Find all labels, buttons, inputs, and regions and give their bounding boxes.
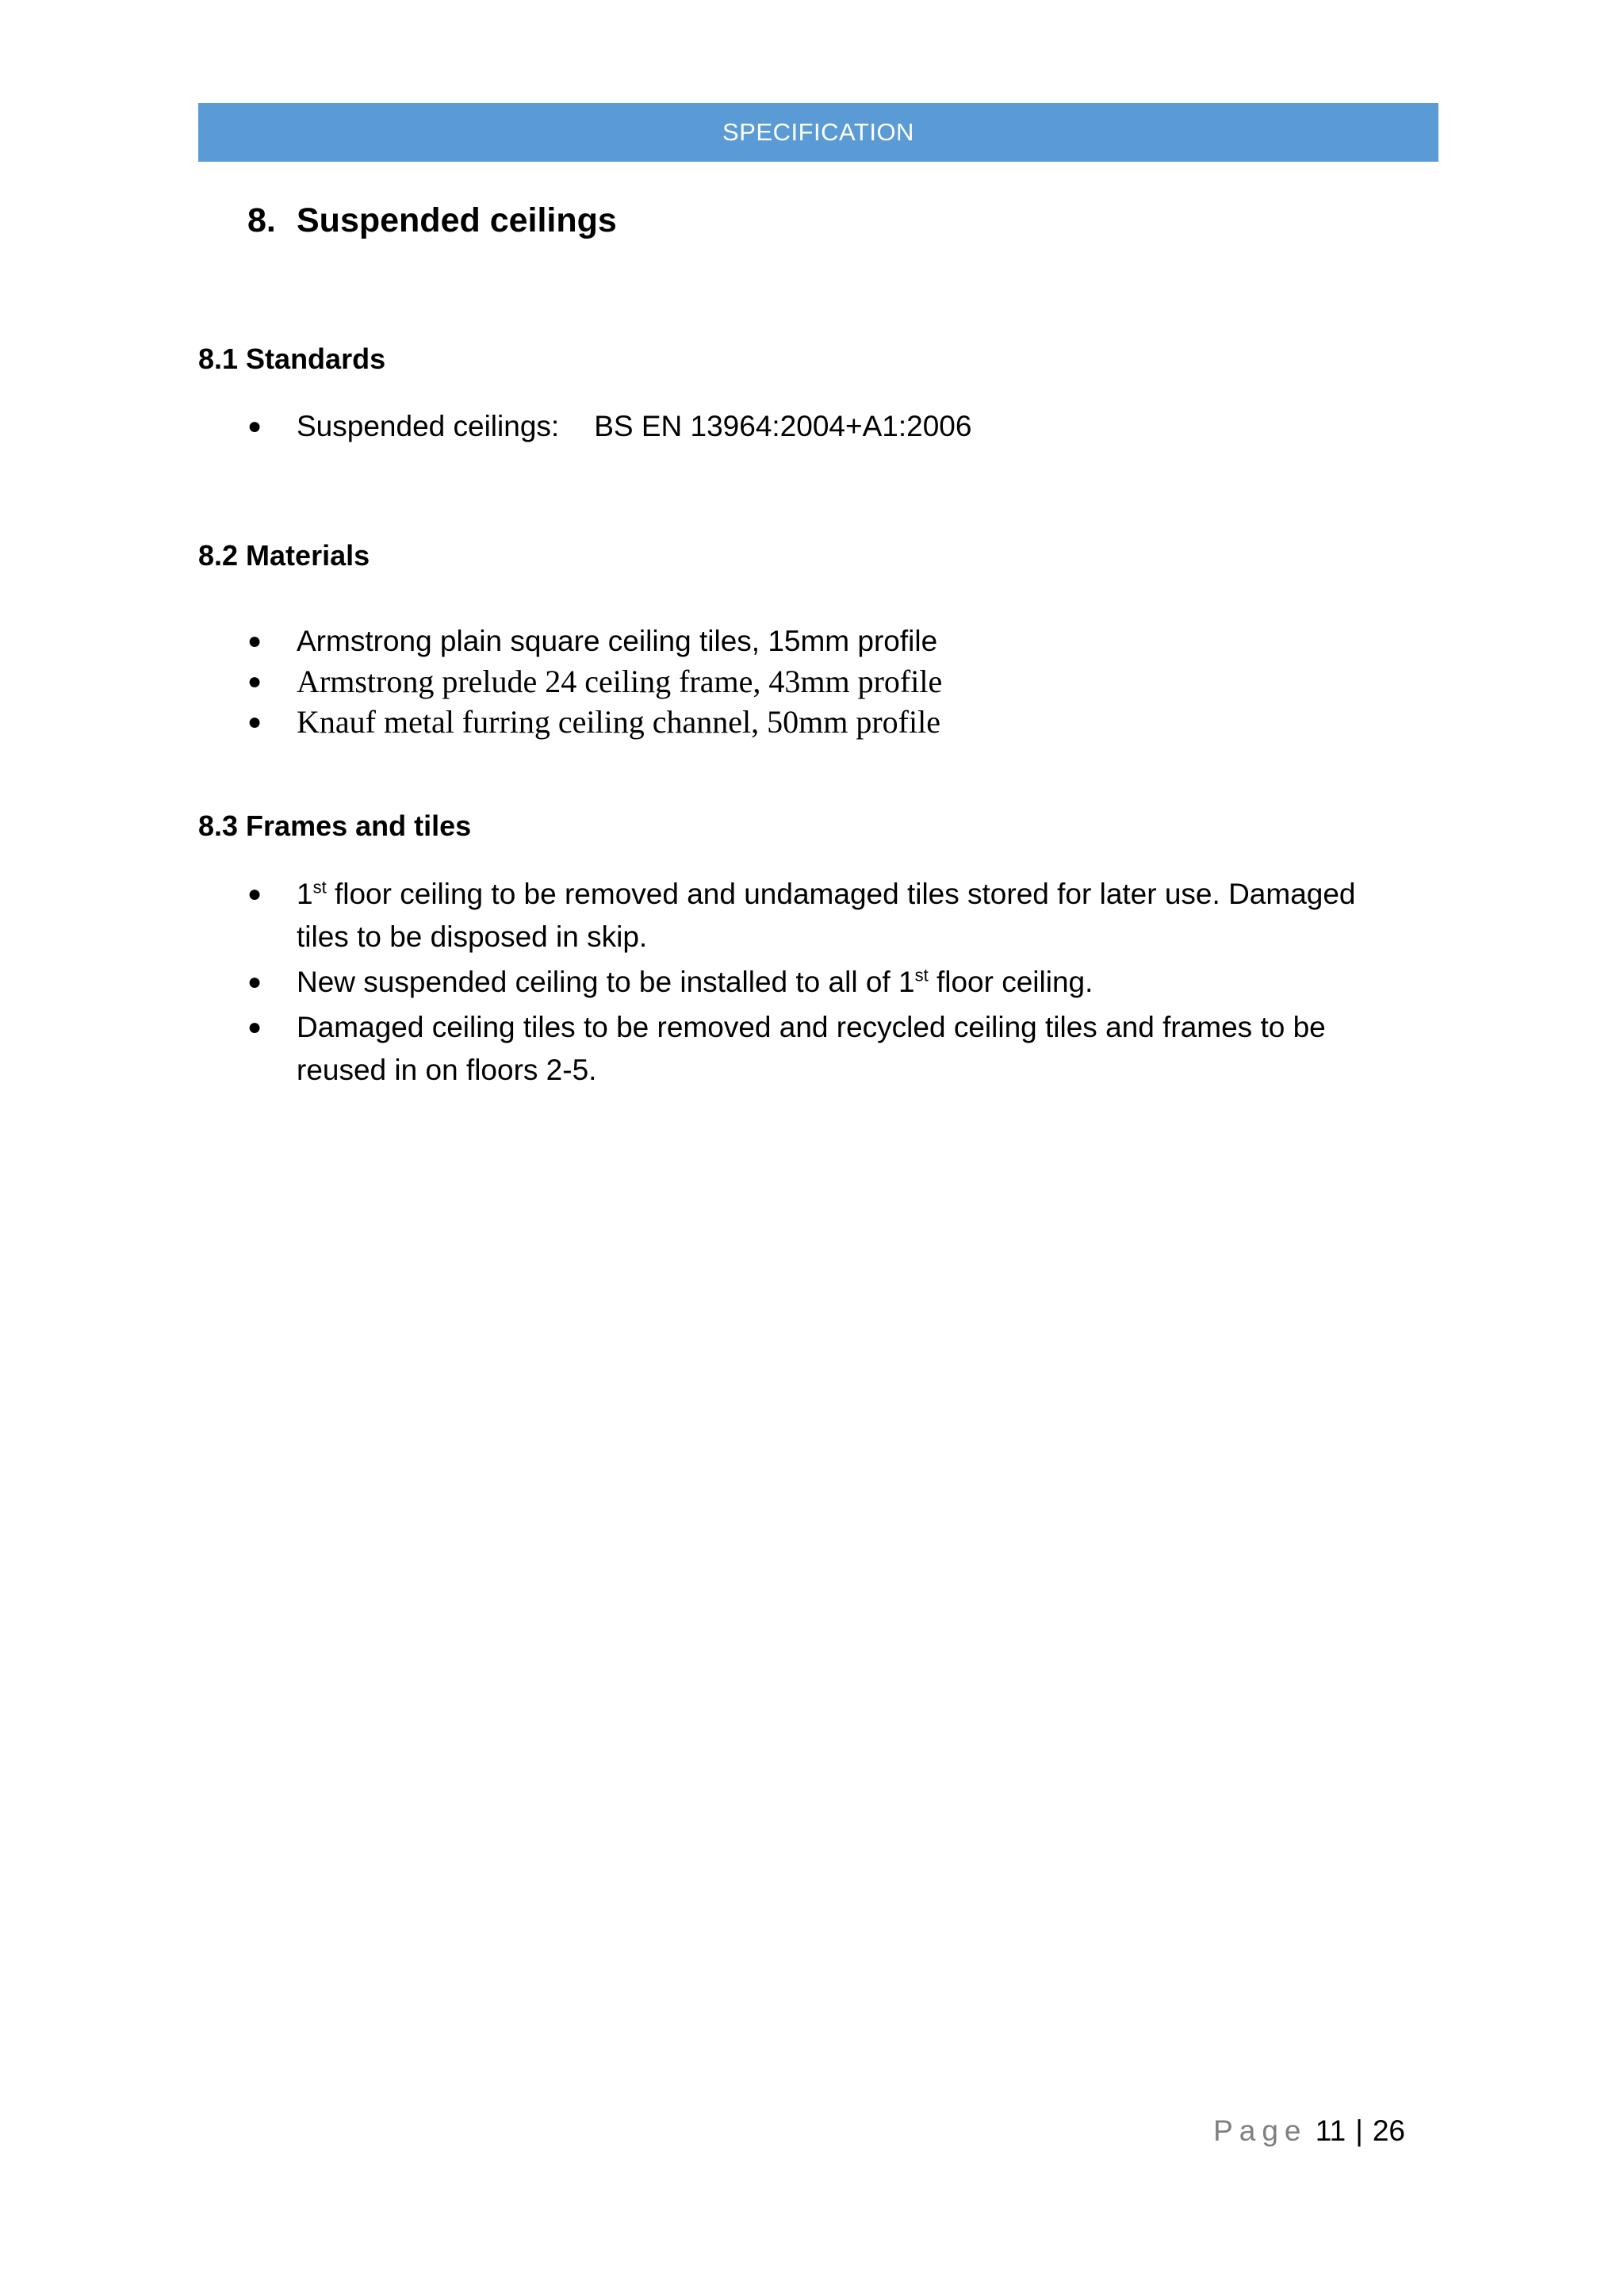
- page-word: Page: [1213, 2114, 1308, 2147]
- header-title: SPECIFICATION: [722, 118, 914, 146]
- item-text: floor ceiling.: [928, 966, 1094, 998]
- frames-tiles-item: [247, 961, 1437, 1004]
- materials-item: [247, 660, 1437, 703]
- materials-item-text: Armstrong plain square ceiling tiles, 15mm profile: [297, 625, 938, 657]
- page-footer: [1213, 2114, 1405, 2148]
- frames-tiles-item: [247, 873, 1437, 959]
- bullet-icon: ●: [247, 628, 262, 654]
- section-title: [247, 201, 617, 240]
- frames-tiles-heading: 8.3 Frames and tiles: [198, 809, 472, 842]
- total-pages: 26: [1372, 2114, 1405, 2147]
- item-text: floor ceiling to be removed and undamaged tiles stored for later use. Damaged tiles to be disposed in skip.: [297, 878, 1356, 953]
- bullet-icon: ●: [247, 413, 262, 439]
- ordinal-suffix: st: [914, 965, 929, 985]
- materials-item-text: Knauf metal furring ceiling channel, 50mm profile: [297, 704, 940, 740]
- bullet-icon: ●: [247, 668, 262, 695]
- standard-value: BS EN 13964:2004+A1:2006: [594, 410, 972, 442]
- materials-item: [247, 701, 1437, 744]
- item-text: 1: [297, 878, 313, 910]
- bullet-icon: ●: [247, 709, 262, 735]
- page-separator: |: [1355, 2114, 1363, 2147]
- document-header-bar: [198, 103, 1438, 162]
- materials-item: [247, 620, 1437, 663]
- section-number: 8.: [247, 201, 276, 239]
- section-title-text: Suspended ceilings: [297, 201, 617, 239]
- bullet-icon: ●: [247, 969, 262, 995]
- standards-item: [247, 405, 1437, 448]
- bullet-icon: ●: [247, 881, 262, 907]
- materials-heading: 8.2 Materials: [198, 539, 370, 572]
- standard-label: Suspended ceilings:: [297, 410, 560, 442]
- item-text: Damaged ceiling tiles to be removed and recycled ceiling tiles and frames to be reused in on floors 2-5.: [297, 1011, 1326, 1086]
- standards-heading: 8.1 Standards: [198, 342, 386, 375]
- ordinal-suffix: st: [312, 877, 327, 897]
- frames-tiles-item: [247, 1006, 1437, 1092]
- item-text: New suspended ceiling to be installed to all of 1: [297, 966, 915, 998]
- bullet-icon: ●: [247, 1014, 262, 1040]
- current-page-number: 11: [1315, 2114, 1346, 2147]
- materials-item-text: Armstrong prelude 24 ceiling frame, 43mm profile: [297, 664, 943, 699]
